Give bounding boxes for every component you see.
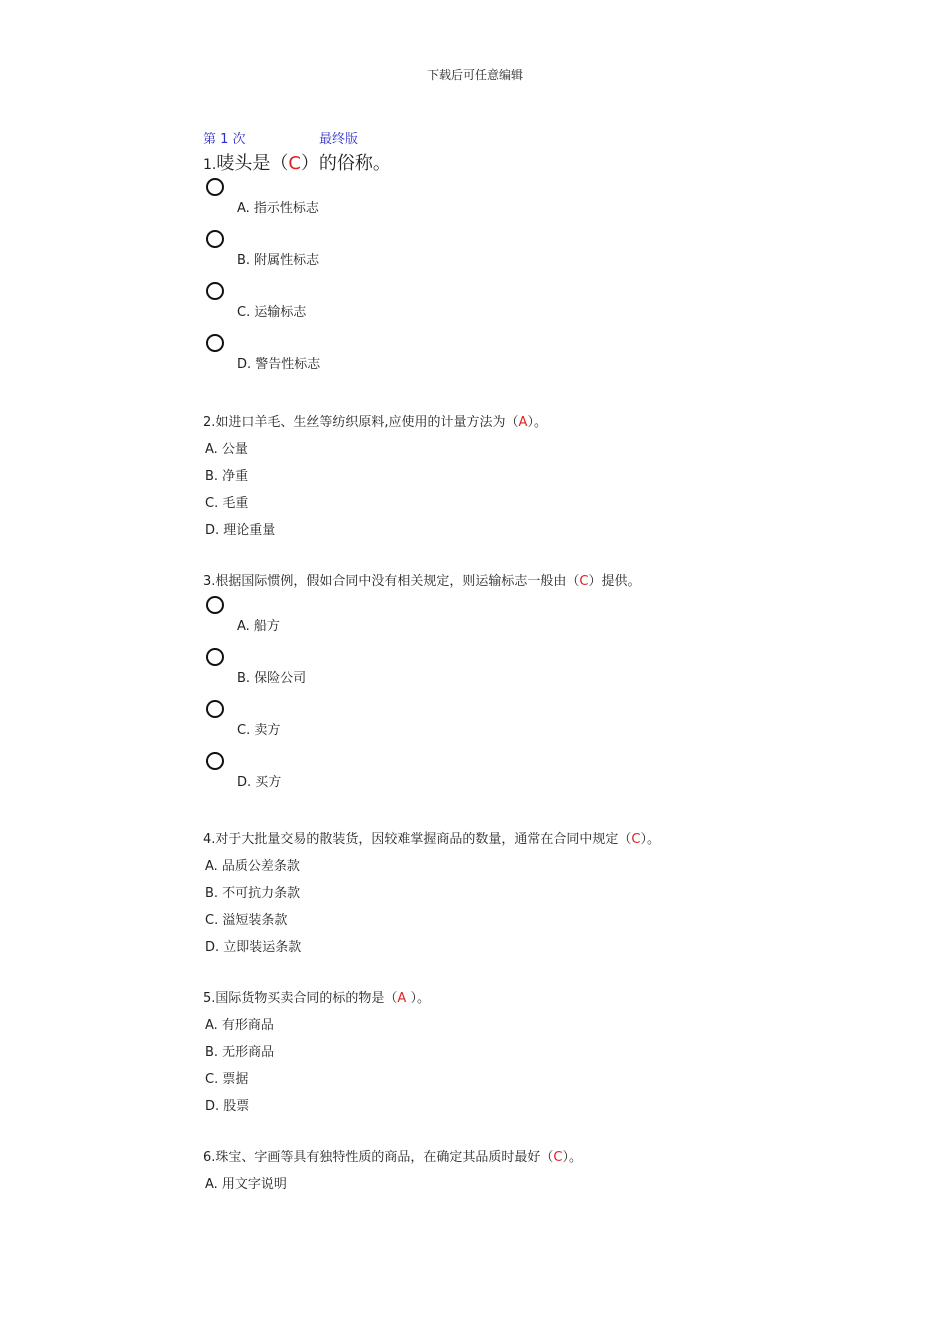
question-5 <box>203 987 430 1006</box>
question-number: 3. <box>203 574 216 589</box>
answer-mark: C <box>631 832 641 847</box>
option-label: A. 品质公差条款 <box>205 859 300 874</box>
option-label: B. 净重 <box>205 469 249 484</box>
question-number: 5. <box>203 991 216 1006</box>
option-label: D. 理论重量 <box>205 523 276 538</box>
option-label: B. 附属性标志 <box>237 253 320 268</box>
answer-mark: C <box>553 1150 563 1165</box>
option-label: B. 保险公司 <box>237 671 307 686</box>
option-label: C. 卖方 <box>237 723 281 738</box>
question-number: 1. <box>203 157 217 173</box>
question-text: 如进口羊毛、生丝等纺织原料,应使用的计量方法为（ <box>215 415 519 430</box>
option-label: D. 股票 <box>205 1099 250 1114</box>
option-radio[interactable] <box>206 282 224 300</box>
question-text: 对于大批量交易的散装货，因较难掌握商品的数量，通常在合同中规定（ <box>215 832 632 847</box>
question-text: 国际货物买卖合同的标的物是（ <box>215 991 398 1006</box>
answer-mark: A <box>397 991 407 1006</box>
option-label: C. 溢短装条款 <box>205 913 288 928</box>
option-label: D. 警告性标志 <box>237 357 321 372</box>
option-radio[interactable] <box>206 334 224 352</box>
answer-mark: C <box>579 574 589 589</box>
question-1 <box>203 149 391 175</box>
question-text-end: ）。 <box>562 1150 583 1165</box>
option-label: B. 不可抗力条款 <box>205 886 301 901</box>
option-radio[interactable] <box>206 648 224 666</box>
question-text: 唛头是（ <box>216 153 289 174</box>
option-label: A. 用文字说明 <box>205 1177 287 1192</box>
option-label: D. 买方 <box>237 775 282 790</box>
question-text: 珠宝、字画等具有独特性质的商品，在确定其品质时最好（ <box>215 1150 554 1165</box>
option-radio[interactable] <box>206 596 224 614</box>
option-label: A. 公量 <box>205 442 248 457</box>
question-number: 6. <box>203 1150 216 1165</box>
option-label: A. 有形商品 <box>205 1018 274 1033</box>
option-label: A. 船方 <box>237 619 280 634</box>
question-text-end: ）的俗称。 <box>300 153 391 174</box>
attempt-label: 第 1 次 <box>203 132 246 147</box>
question-text-end: ）。 <box>640 832 661 847</box>
question-2 <box>203 411 547 430</box>
question-text-end: ）。 <box>406 991 430 1006</box>
question-number: 4. <box>203 832 216 847</box>
question-number: 2. <box>203 415 216 430</box>
page-header: 下载后可任意编辑 <box>426 68 523 82</box>
question-6 <box>203 1146 582 1165</box>
option-radio[interactable] <box>206 700 224 718</box>
option-label: A. 指示性标志 <box>237 201 319 216</box>
option-label: D. 立即装运条款 <box>205 940 302 955</box>
version-label: 最终版 <box>319 132 359 147</box>
option-label: C. 运输标志 <box>237 305 307 320</box>
answer-mark: A <box>518 415 528 430</box>
option-label: C. 毛重 <box>205 496 249 511</box>
option-radio[interactable] <box>206 178 224 196</box>
question-3 <box>203 570 641 589</box>
question-text: 根据国际惯例，假如合同中没有相关规定，则运输标志一般由（ <box>215 574 580 589</box>
option-label: C. 票据 <box>205 1072 249 1087</box>
question-text-end: ）提供。 <box>588 574 641 589</box>
question-4 <box>203 828 660 847</box>
option-label: B. 无形商品 <box>205 1045 275 1060</box>
question-text-end: ）。 <box>527 415 547 430</box>
option-radio[interactable] <box>206 752 224 770</box>
answer-mark: C <box>288 153 301 174</box>
option-radio[interactable] <box>206 230 224 248</box>
